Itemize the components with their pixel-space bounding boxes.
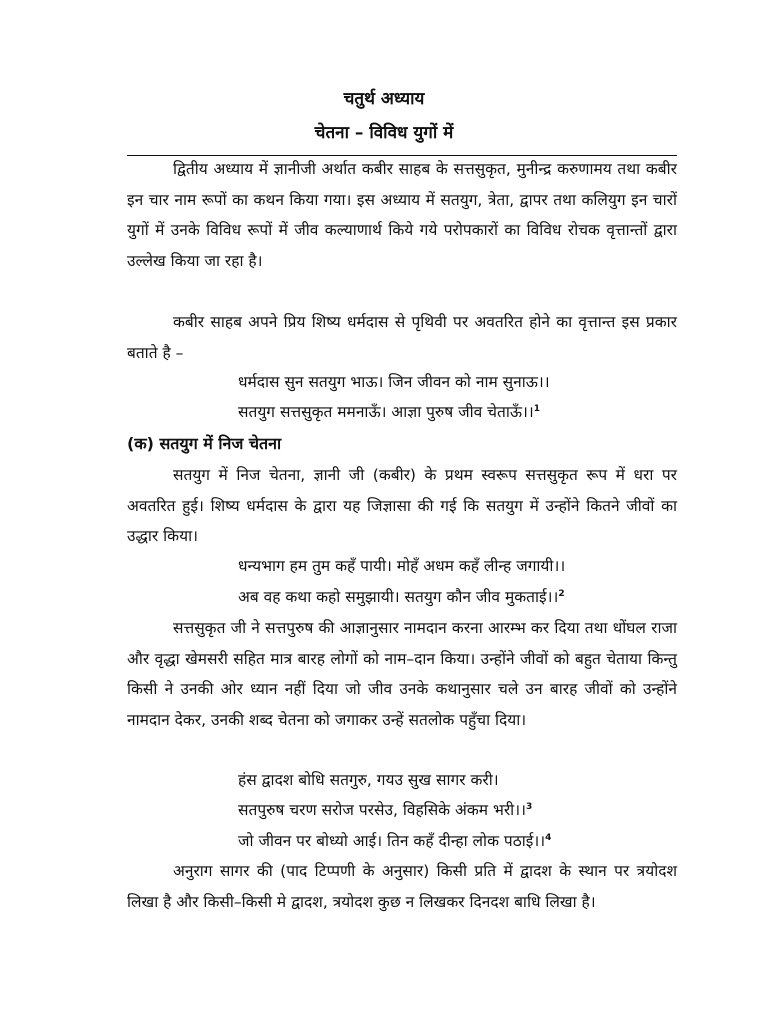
verse-2-line-1 xyxy=(238,554,565,576)
footnote-marker[interactable]: 4 xyxy=(545,832,552,843)
verse-text: धर्मदास सुन सतयुग भाऊ। जिन जीवन को नाम सुनाऊ।। xyxy=(238,373,550,391)
verse-3-line-1 xyxy=(238,768,499,790)
paragraph-2: कबीर साहब अपने प्रिय शिष्य धर्मदास से पृथिवी पर अवतरित होने का वृत्तान्त इस प्रकार बताते है – xyxy=(127,313,677,362)
verse-text: हंस द्वादश बोधि सतगुरु, गयउ सुख सागर करी। xyxy=(238,771,499,789)
paragraph-1: द्वितीय अध्याय में ज्ञानीजी अर्थात कबीर साहब के सत्तसुकृत, मुनीन्द्र करुणामय तथा कबीर इन चार नाम रूपों का कथन किया गया। इस अध्याय में सतयुग, त्रेता, द्वापर तथा कलियुग इन चारों युगों में उनके विविध रूपों में जीव कल्याणार्थ किये गये परोपकारों का विविध रोचक वृत्तान्तों द्वारा उल्लेख किया जा रहा है। xyxy=(127,160,677,270)
chapter-subtitle: चेतना – विविध युगों में xyxy=(314,123,454,143)
footnote-marker[interactable]: 1 xyxy=(533,403,541,414)
verse-3-line-3 xyxy=(238,829,551,851)
paragraph-5: अनुराग सागर की (पाद टिप्पणी के अनुसार) किसी प्रति में द्वादश के स्थान पर त्रयोदश लिखा है और किसी–किसी मे द्वादश, त्रयोदश कुछ न लिखकर दिनदश बाधि लिखा है। xyxy=(127,862,677,911)
footnote-marker[interactable]: 3 xyxy=(525,801,533,812)
verse-text: अब वह कथा कहो समुझायी। सतयुग कौन जीव मुकताई।। xyxy=(238,588,559,606)
verse-1-line-2 xyxy=(238,400,540,422)
footnote-marker[interactable]: 2 xyxy=(558,588,565,599)
section-heading: (क) सतयुग में निज चेतना xyxy=(127,434,282,453)
paragraph-4: सत्तसुकृत जी ने सत्तपुरुष की आज्ञानुसार नामदान करना आरम्भ कर दिया तथा धोंघल राजा और वृद्धा खेमसरी सहित मात्र बारह लोगों को नाम–दान किया। उन्होंने जीवों को बहुत चेताया किन्तु किसी ने उनकी ओर ध्यान नहीं दिया जो जीव उनके कथानुसार चले उन बारह जीवों को उन्होंने नामदान देकर, उनकी शब्द चेतना को जगाकर उन्हें सतलोक पहुँचा दिया। xyxy=(127,619,677,729)
verse-2-line-2 xyxy=(238,585,565,607)
paragraph-3: सतयुग में निज चेतना, ज्ञानी जी (कबीर) के प्रथम स्वरूप सत्तसुकृत रूप में धरा पर अवतरित हुई। शिष्य धर्मदास के द्वारा यह जिज्ञासा की गई कि सतयुग में उन्होंने कितने जीवों का उद्धार किया। xyxy=(127,466,677,545)
verse-text: धन्यभाग हम तुम कहँ पायी। मोहँ अधम कहँ लीन्ह जगायी।। xyxy=(238,557,566,575)
verse-text: सतपुरुष चरण सरोज परसेउ, विहसिके अंकम भरी।। xyxy=(238,801,526,819)
verse-1-line-1 xyxy=(238,370,550,392)
verse-3-line-2 xyxy=(238,798,532,820)
chapter-title: चतुर्थ अध्याय xyxy=(343,89,425,109)
verse-text: सतयुग सत्तसुकृत ममनाऊँ। आज्ञा पुरुष जीव चेताऊँ।। xyxy=(238,403,534,421)
verse-text: जो जीवन पर बोध्यो आई। तिन कहँ दीन्हा लोक पठाई।। xyxy=(238,832,546,850)
